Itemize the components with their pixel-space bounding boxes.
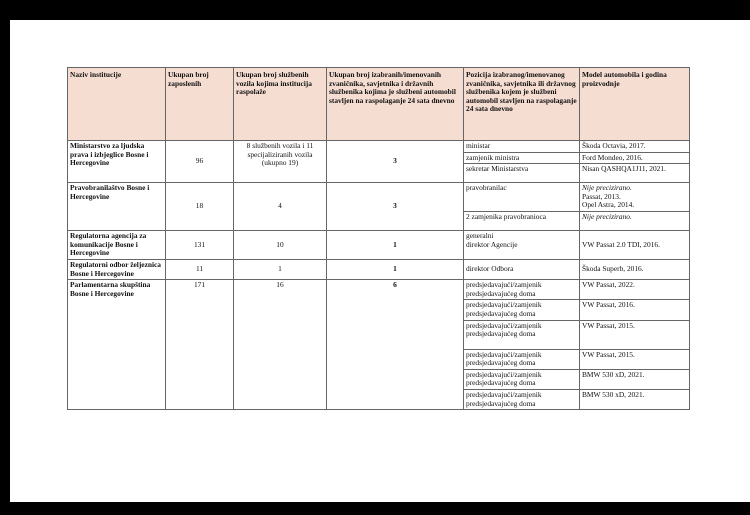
position: direktor Odbora	[464, 259, 580, 279]
position: 2 zamjenika pravobranioca	[464, 212, 580, 231]
officials-24h-count: 3	[327, 141, 464, 183]
officials-24h-count: 1	[327, 259, 464, 279]
vehicles-table	[67, 67, 690, 410]
col-officials-count-header: Ukupan broj izabranih/imenovanih zvaničnika, savjetnika i državnih službenika kojima je službeni automobil stavljen na raspolaganje 24 sata dnevno	[327, 68, 464, 141]
employees-count: 96	[166, 141, 234, 183]
document-page	[10, 20, 750, 502]
car-model: Škoda Superb, 2016.	[580, 259, 690, 279]
position: predsjedavajući/zamjenik predsjedavajućeg doma	[464, 369, 580, 389]
car-model: BMW 530 xD, 2021.	[580, 369, 690, 389]
car-model: Škoda Octavia, 2017.	[580, 141, 690, 153]
vehicles-count: 4	[234, 183, 327, 231]
col-vehicles-header: Ukupan broj službenih vozila kojima institucija raspolaže	[234, 68, 327, 141]
header-row	[68, 68, 690, 141]
officials-24h-count: 1	[327, 231, 464, 260]
employees-count: 131	[166, 231, 234, 260]
position-line: direktor Agencije	[466, 239, 518, 249]
position: sekretar Ministarstva	[464, 164, 580, 183]
position: ministar	[464, 141, 580, 153]
car-model: Ford Mondeo, 2016.	[580, 152, 690, 164]
car-model: BMW 530 xD, 2021.	[580, 389, 690, 409]
vehicles-count: 1	[234, 259, 327, 279]
employees-count: 18	[166, 183, 234, 231]
position: predsjedavajući/zamjenik predsjedavajućeg doma	[464, 320, 580, 349]
car-model: Nisan QASHQA1J11, 2021.	[580, 164, 690, 183]
col-institution-header: Naziv institucije	[68, 68, 166, 141]
table-row	[68, 231, 690, 260]
car-model-line: Opel Astra, 2014.	[582, 200, 635, 210]
position: predsjedavajući/zamjenik predsjedavajućeg doma	[464, 389, 580, 409]
col-employees-header: Ukupan broj zaposlenih	[166, 68, 234, 141]
institution-name: Ministarstvo za ljudska prava i izbjeglice Bosne i Hercegovine	[68, 141, 166, 183]
car-model: Nije precizirano.	[580, 212, 690, 231]
table-row	[68, 183, 690, 212]
table-row	[68, 259, 690, 279]
institution-name: Regulatorni odbor željeznica Bosne i Hercegovine	[68, 259, 166, 279]
position: predsjedavajući/zamjenik predsjedavajućeg doma	[464, 300, 580, 320]
institution-name: Regulatorna agencija za komunikacije Bosne i Hercegovine	[68, 231, 166, 260]
table-row	[68, 141, 690, 153]
col-position-header: Pozicija izabranog/imenovanog zvaničnika, savjetnika ili državnog službenika kojem je službeni automobil stavljen na raspolaganje 24 sata dnevno	[464, 68, 580, 141]
car-model	[580, 183, 690, 212]
car-model: VW Passat, 2022.	[580, 280, 690, 300]
officials-24h-count: 3	[327, 183, 464, 231]
car-model: VW Passat, 2015.	[580, 320, 690, 349]
vehicles-count: 10	[234, 231, 327, 260]
position: pravobranilac	[464, 183, 580, 212]
institution-name: Parlamentarna skupština Bosne i Hercegovine	[68, 280, 166, 410]
employees-count: 171	[166, 280, 234, 410]
car-model: VW Passat, 2015.	[580, 349, 690, 369]
position: predsjedavajući/zamjenik predsjedavajućeg doma	[464, 280, 580, 300]
officials-24h-count: 6	[327, 280, 464, 410]
vehicles-count: 16	[234, 280, 327, 410]
car-model-line: Nije precizirano.	[582, 183, 632, 193]
position	[464, 231, 580, 260]
position: zamjenik ministra	[464, 152, 580, 164]
table-row	[68, 280, 690, 300]
col-model-header: Model automobila i godina proizvodnje	[580, 68, 690, 141]
car-model: VW Passat 2.0 TDI, 2016.	[580, 231, 690, 260]
institution-name: Pravobranilaštvo Bosne i Hercegovine	[68, 183, 166, 231]
vehicles-count: 8 službenih vozila i 11 specijaliziranih vozila (ukupno 19)	[234, 141, 327, 183]
position: predsjedavajući/zamjenik predsjedavajućeg doma	[464, 349, 580, 369]
position-line: generalni	[466, 231, 494, 241]
car-model-line: Passat, 2013.	[582, 191, 621, 201]
employees-count: 11	[166, 259, 234, 279]
car-model: VW Passat, 2016.	[580, 300, 690, 320]
